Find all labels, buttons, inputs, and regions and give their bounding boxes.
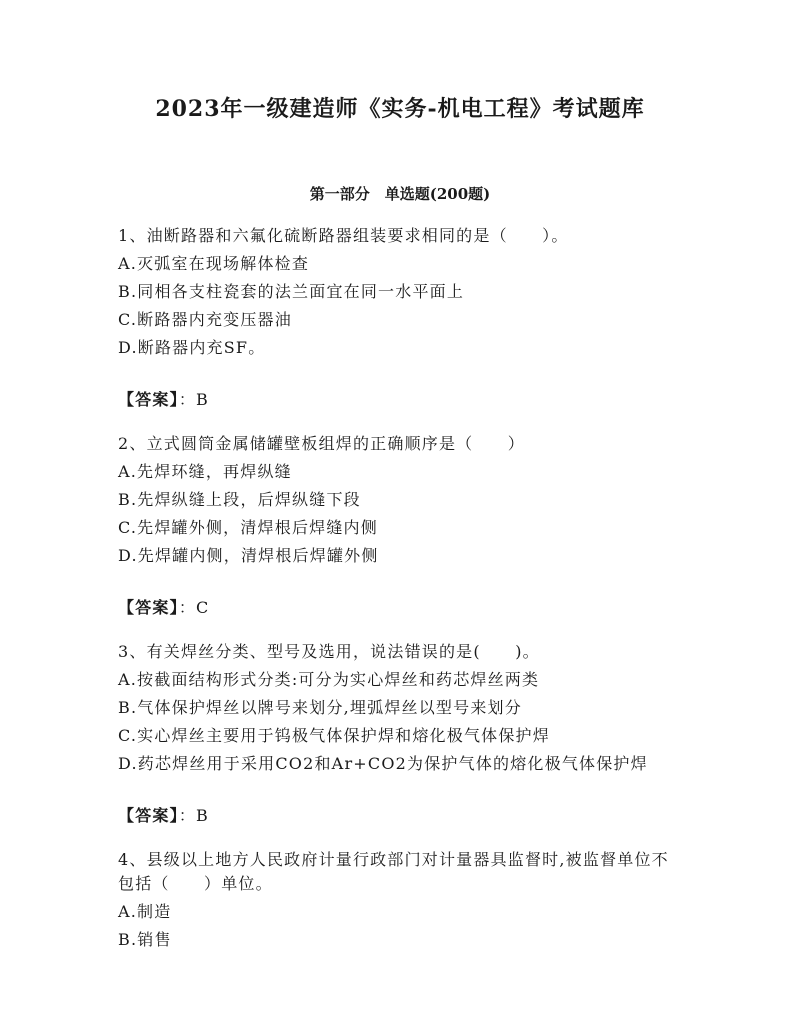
answer-value: ：B <box>178 806 209 825</box>
option-d: D.断路器内充SF。 <box>118 338 266 357</box>
answer-label: 【答案】 <box>118 598 179 617</box>
question-list <box>118 224 678 956</box>
question-stem: 1、油断路器和六氟化硫断路器组装要求相同的是（ ）。 <box>118 226 569 245</box>
option-a: A.灭弧室在现场解体检查 <box>118 254 310 273</box>
question-1 <box>118 224 678 412</box>
option-a: A.制造 <box>118 902 172 921</box>
option-b: B.销售 <box>118 930 172 949</box>
question-stem: 2、立式圆筒金属储罐壁板组焊的正确顺序是（ ） <box>118 434 525 453</box>
option-c: C.实心焊丝主要用于钨极气体保护焊和熔化极气体保护焊 <box>118 726 550 745</box>
answer-line <box>118 596 678 620</box>
page-title: 2023年一级建造师《实务-机电工程》考试题库 <box>155 96 645 122</box>
question-stem: 4、县级以上地方人民政府计量行政部门对计量器具监督时,被监督单位不包括（ ）单位。 <box>118 850 669 893</box>
question-3 <box>118 640 678 828</box>
option-b: B.气体保护焊丝以牌号来划分,埋弧焊丝以型号来划分 <box>118 698 522 717</box>
option-a: A.先焊环缝，再焊纵缝 <box>118 462 292 481</box>
question-4 <box>118 848 678 952</box>
option-a: A.按截面结构形式分类:可分为实心焊丝和药芯焊丝两类 <box>118 670 540 689</box>
option-d: D.药芯焊丝用于采用CO2和Ar+CO2为保护气体的熔化极气体保护焊 <box>118 754 648 773</box>
option-b: B.同相各支柱瓷套的法兰面宜在同一水平面上 <box>118 282 465 301</box>
answer-value: ：C <box>178 598 210 617</box>
answer-label: 【答案】 <box>118 390 179 409</box>
answer-label: 【答案】 <box>118 806 179 825</box>
answer-value: ：B <box>178 390 209 409</box>
option-c: C.断路器内充变压器油 <box>118 310 292 329</box>
question-stem: 3、有关焊丝分类、型号及选用，说法错误的是( )。 <box>118 642 540 661</box>
option-c: C.先焊罐外侧，清焊根后焊缝内侧 <box>118 518 378 537</box>
option-d: D.先焊罐内侧，清焊根后焊罐外侧 <box>118 546 379 565</box>
section-heading: 第一部分 单选题(200题) <box>309 185 491 203</box>
question-2 <box>118 432 678 620</box>
answer-line <box>118 388 678 412</box>
option-b: B.先焊纵缝上段，后焊纵缝下段 <box>118 490 361 509</box>
answer-line <box>118 804 678 828</box>
